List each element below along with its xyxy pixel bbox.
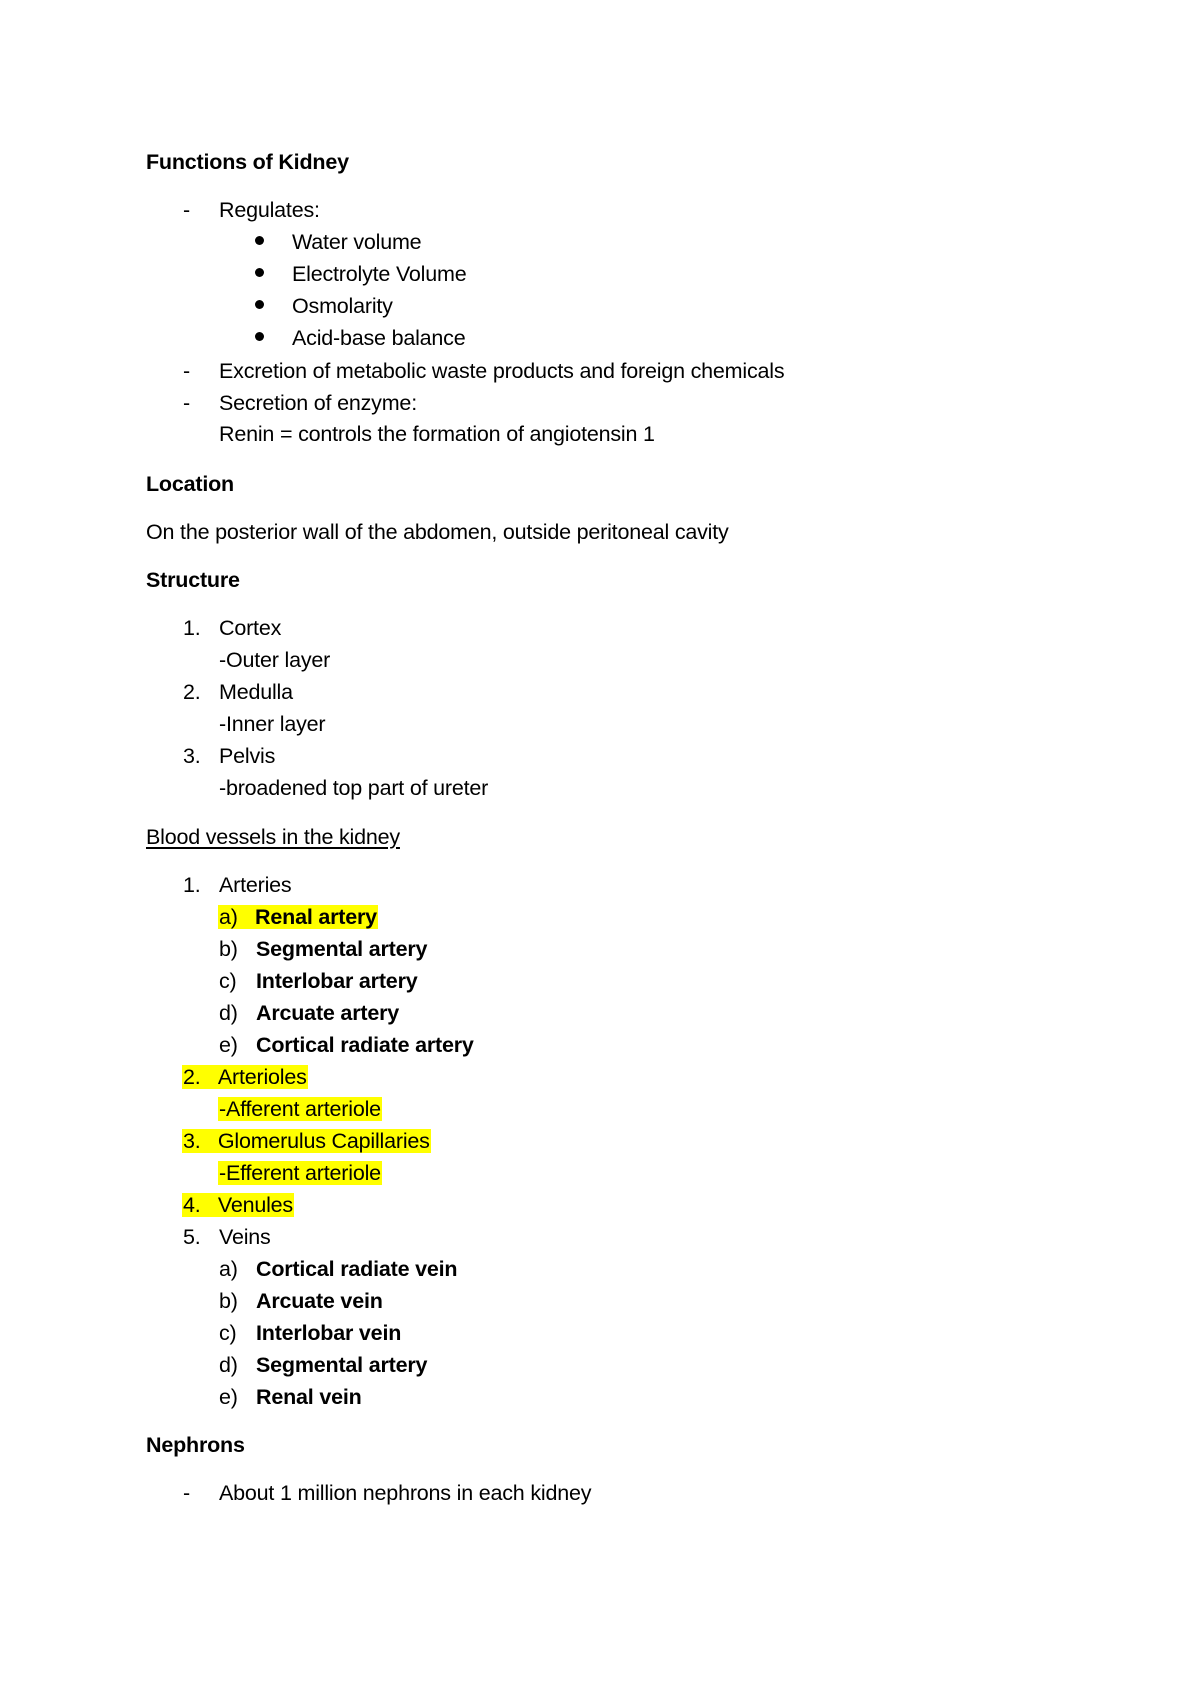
sub-label: Renal vein [256, 1385, 362, 1409]
list-number: 3. [183, 1129, 201, 1153]
list-number: 5. [183, 1225, 201, 1249]
list-number: 4. [183, 1193, 201, 1217]
regulates-item: Osmolarity [292, 294, 393, 318]
sub-letter: b) [219, 937, 238, 961]
section-heading-functions: Functions of Kidney [146, 150, 349, 174]
bullet-dot-icon [255, 300, 264, 309]
vessel-note: -Afferent arteriole [219, 1097, 381, 1121]
list-number: 1. [183, 616, 201, 640]
section-heading-blood-vessels: Blood vessels in the kidney [146, 825, 400, 849]
sub-label: Segmental artery [256, 1353, 428, 1377]
dash-bullet: - [183, 359, 190, 383]
section-heading-nephrons: Nephrons [146, 1433, 245, 1457]
vessel-note-highlighted [218, 1159, 382, 1187]
structure-note: -Inner layer [219, 712, 326, 736]
sub-letter: d) [219, 1353, 238, 1377]
sub-letter: a) [219, 1257, 238, 1281]
sub-letter: e) [219, 1385, 238, 1409]
bullet-dot-icon [255, 236, 264, 245]
sub-label: Segmental artery [256, 937, 428, 961]
location-text: On the posterior wall of the abdomen, outside peritoneal cavity [146, 520, 729, 544]
regulates-item: Water volume [292, 230, 422, 254]
list-number: 3. [183, 744, 201, 768]
sub-label: Cortical radiate artery [256, 1033, 474, 1057]
vessel-label: Venules [217, 1193, 293, 1217]
regulates-item: Electrolyte Volume [292, 262, 467, 286]
dash-bullet: - [183, 198, 190, 222]
sub-letter: c) [219, 969, 237, 993]
sub-letter: c) [219, 1321, 237, 1345]
secretion-text: Secretion of enzyme: [219, 391, 417, 415]
structure-item: Medulla [219, 680, 293, 704]
vessel-note: -Efferent arteriole [219, 1161, 381, 1185]
vessel-item: Veins [219, 1225, 271, 1249]
structure-note: -broadened top part of ureter [219, 776, 489, 800]
sub-letter: a) [219, 905, 238, 929]
sub-label: Arcuate vein [256, 1289, 383, 1313]
bullet-dot-icon [255, 332, 264, 341]
structure-item: Pelvis [219, 744, 276, 768]
regulates-label: Regulates: [219, 198, 320, 222]
structure-item: Cortex [219, 616, 282, 640]
section-heading-structure: Structure [146, 568, 240, 592]
dash-bullet: - [183, 1481, 190, 1505]
sub-label: Renal artery [255, 905, 377, 929]
sub-label: Interlobar artery [256, 969, 418, 993]
vessel-item-highlighted [182, 1063, 308, 1091]
list-number: 1. [183, 873, 201, 897]
section-heading-location: Location [146, 472, 234, 496]
vessel-label: Glomerulus Capillaries [217, 1129, 430, 1153]
sub-letter: b) [219, 1289, 238, 1313]
sub-label: Interlobar vein [256, 1321, 402, 1345]
list-number: 2. [183, 1065, 201, 1089]
vessel-item: Arteries [219, 873, 292, 897]
sub-letter: e) [219, 1033, 238, 1057]
vessel-label: Arterioles [217, 1065, 307, 1089]
list-number: 2. [183, 680, 201, 704]
sub-letter: d) [219, 1001, 238, 1025]
sub-item-highlighted [218, 903, 378, 931]
nephrons-text: About 1 million nephrons in each kidney [219, 1481, 592, 1505]
sub-label: Arcuate artery [256, 1001, 399, 1025]
vessel-item-highlighted [182, 1191, 294, 1219]
structure-note: -Outer layer [219, 648, 331, 672]
dash-bullet: - [183, 391, 190, 415]
excretion-text: Excretion of metabolic waste products and foreign chemicals [219, 359, 785, 383]
bullet-dot-icon [255, 268, 264, 277]
sub-label: Cortical radiate vein [256, 1257, 458, 1281]
renin-text: Renin = controls the formation of angiotensin 1 [219, 422, 655, 446]
vessel-note-highlighted [218, 1095, 382, 1123]
regulates-item: Acid-base balance [292, 326, 466, 350]
vessel-item-highlighted [182, 1127, 431, 1155]
